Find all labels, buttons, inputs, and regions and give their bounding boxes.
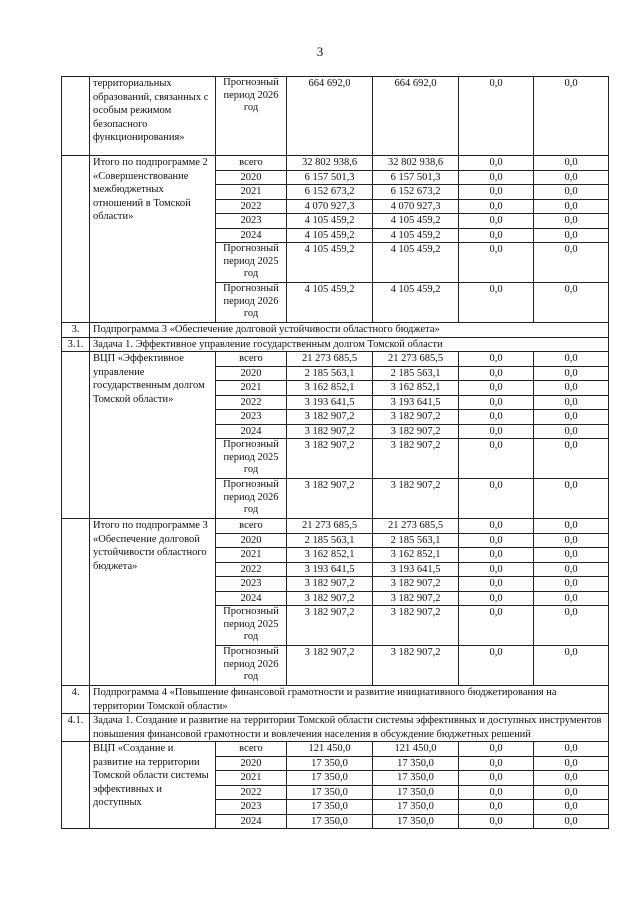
value-cell: 4 105 459,2 [287, 214, 373, 229]
value-cell: 17 350,0 [287, 771, 373, 786]
value-cell: 0,0 [534, 199, 609, 214]
value-cell: 6 152 673,2 [287, 185, 373, 200]
row-index [62, 156, 90, 323]
vcp-name: ВЦП «Эффективное управление государственным долгом Томской области» [90, 352, 216, 519]
value-cell: 17 350,0 [373, 785, 459, 800]
period-cell: 2024 [216, 591, 287, 606]
value-cell: 0,0 [534, 742, 609, 757]
value-cell: 0,0 [459, 800, 534, 815]
value-cell: 17 350,0 [287, 785, 373, 800]
period-cell: Прогнозный период 2026 год [216, 283, 287, 323]
period-cell: всего [216, 156, 287, 171]
period-cell: 2020 [216, 533, 287, 548]
value-cell: 17 350,0 [373, 814, 459, 829]
value-cell: 0,0 [534, 170, 609, 185]
value-cell: 21 273 685,5 [373, 352, 459, 367]
value-cell: 4 070 927,3 [373, 199, 459, 214]
value-cell: 3 182 907,2 [287, 410, 373, 425]
value-cell: 0,0 [534, 577, 609, 592]
value-cell: 3 182 907,2 [287, 591, 373, 606]
period-cell: всего [216, 519, 287, 534]
value-cell: 0,0 [534, 519, 609, 534]
table-row [62, 77, 609, 156]
period-cell: 2021 [216, 381, 287, 396]
value-cell: 4 105 459,2 [287, 243, 373, 283]
value-cell: 0,0 [534, 228, 609, 243]
value-cell: 0,0 [459, 439, 534, 479]
value-cell: 0,0 [459, 814, 534, 829]
value-cell: 2 185 563,1 [373, 533, 459, 548]
value-cell: 2 185 563,1 [287, 366, 373, 381]
value-cell: 0,0 [534, 591, 609, 606]
value-cell: 0,0 [534, 479, 609, 519]
budget-table [61, 76, 609, 829]
row-index [62, 77, 90, 156]
value-cell: 0,0 [459, 785, 534, 800]
period-cell: всего [216, 742, 287, 757]
table-row [62, 156, 609, 171]
value-cell: 0,0 [459, 591, 534, 606]
program-name: территориальных образований, связанных с особым режимом безопасного функционирования» [90, 77, 216, 156]
value-cell: 3 182 907,2 [373, 424, 459, 439]
value-cell: 6 152 673,2 [373, 185, 459, 200]
row-index [62, 742, 90, 829]
value-cell: 0,0 [534, 562, 609, 577]
value-cell: 0,0 [459, 424, 534, 439]
row-index [62, 352, 90, 519]
period-cell: 2020 [216, 366, 287, 381]
value-cell: 0,0 [534, 533, 609, 548]
value-cell: 0,0 [534, 352, 609, 367]
value-cell: 0,0 [534, 156, 609, 171]
value-cell: 0,0 [459, 199, 534, 214]
value-cell: 0,0 [459, 646, 534, 686]
value-cell: 32 802 938,6 [373, 156, 459, 171]
value-cell: 3 182 907,2 [373, 646, 459, 686]
period-cell: 2022 [216, 395, 287, 410]
value-cell: 4 070 927,3 [287, 199, 373, 214]
section-number: 3.1. [62, 337, 90, 352]
period-cell: 2022 [216, 785, 287, 800]
row-index [62, 519, 90, 686]
value-cell: 6 157 501,3 [287, 170, 373, 185]
value-cell: 4 105 459,2 [287, 228, 373, 243]
value-cell: 4 105 459,2 [373, 283, 459, 323]
value-cell: 2 185 563,1 [287, 533, 373, 548]
section-number: 4.1. [62, 714, 90, 742]
subprogram-total-name: Итого по подпрограмме 3 «Обеспечение долговой устойчивости областного бюджета» [90, 519, 216, 686]
table-row [62, 519, 609, 534]
value-cell: 3 193 641,5 [287, 395, 373, 410]
value-cell: 0,0 [459, 756, 534, 771]
period-cell: 2020 [216, 756, 287, 771]
section-title: Подпрограмма 3 «Обеспечение долговой устойчивости областного бюджета» [90, 323, 609, 338]
period-cell: 2023 [216, 410, 287, 425]
value-cell: 3 193 641,5 [373, 395, 459, 410]
value-cell: 0,0 [534, 606, 609, 646]
value-cell: 3 162 852,1 [373, 381, 459, 396]
value-cell: 0,0 [459, 548, 534, 563]
value-cell: 121 450,0 [373, 742, 459, 757]
value-cell: 3 193 641,5 [287, 562, 373, 577]
value-cell: 0,0 [534, 243, 609, 283]
value-cell: 17 350,0 [287, 814, 373, 829]
value-cell: 0,0 [459, 519, 534, 534]
period-cell: 2020 [216, 170, 287, 185]
value-cell: 17 350,0 [373, 756, 459, 771]
period-cell: Прогнозный период 2025 год [216, 439, 287, 479]
value-cell: 17 350,0 [287, 756, 373, 771]
value-cell: 4 105 459,2 [287, 283, 373, 323]
value-cell: 0,0 [534, 283, 609, 323]
value-cell: 0,0 [534, 548, 609, 563]
value-cell: 0,0 [534, 381, 609, 396]
value-cell: 3 182 907,2 [287, 439, 373, 479]
value-cell: 0,0 [459, 479, 534, 519]
period-cell: 2021 [216, 548, 287, 563]
value-cell: 3 182 907,2 [373, 479, 459, 519]
value-cell: 121 450,0 [287, 742, 373, 757]
value-cell: 0,0 [459, 366, 534, 381]
value-cell: 3 182 907,2 [287, 646, 373, 686]
value-cell: 0,0 [534, 185, 609, 200]
value-cell: 0,0 [459, 228, 534, 243]
period-cell: 2021 [216, 185, 287, 200]
value-cell: 3 182 907,2 [373, 606, 459, 646]
subprogram-header-row [62, 323, 609, 338]
value-cell: 0,0 [459, 410, 534, 425]
value-cell: 4 105 459,2 [373, 228, 459, 243]
value-cell: 0,0 [534, 814, 609, 829]
period-cell: 2021 [216, 771, 287, 786]
table-row [62, 352, 609, 367]
task-header-row [62, 337, 609, 352]
value-cell: 32 802 938,6 [287, 156, 373, 171]
value-cell: 0,0 [459, 381, 534, 396]
value-cell: 0,0 [459, 533, 534, 548]
value-cell: 0,0 [534, 424, 609, 439]
value-cell: 17 350,0 [373, 771, 459, 786]
value-cell: 0,0 [459, 185, 534, 200]
value-cell: 3 182 907,2 [373, 577, 459, 592]
section-number: 4. [62, 686, 90, 714]
value-cell: 0,0 [534, 366, 609, 381]
value-cell: 17 350,0 [373, 800, 459, 815]
value-cell: 0,0 [534, 771, 609, 786]
value-cell: 6 157 501,3 [373, 170, 459, 185]
value-cell: 0,0 [459, 606, 534, 646]
value-cell: 2 185 563,1 [373, 366, 459, 381]
value-cell: 3 182 907,2 [373, 439, 459, 479]
value-cell: 0,0 [459, 352, 534, 367]
value-cell: 3 182 907,2 [287, 424, 373, 439]
value-cell: 0,0 [459, 395, 534, 410]
period-cell: 2024 [216, 424, 287, 439]
value-cell: 0,0 [534, 756, 609, 771]
value-cell: 21 273 685,5 [287, 519, 373, 534]
value-cell: 3 182 907,2 [373, 591, 459, 606]
value-cell: 0,0 [459, 156, 534, 171]
section-title: Подпрограмма 4 «Повышение финансовой грамотности и развитие инициативного бюджетирования на территории Томской области» [90, 686, 609, 714]
value-cell: 4 105 459,2 [373, 243, 459, 283]
value-cell: 0,0 [459, 283, 534, 323]
value-cell: 3 193 641,5 [373, 562, 459, 577]
value-cell: 0,0 [534, 410, 609, 425]
section-title: Задача 1. Эффективное управление государственным долгом Томской области [90, 337, 609, 352]
period-cell: 2024 [216, 228, 287, 243]
value-cell: 0,0 [534, 785, 609, 800]
vcp-name: ВЦП «Создание и развитие на территории Томской области системы эффективных и доступных [90, 742, 216, 829]
period-cell: Прогнозный период 2025 год [216, 606, 287, 646]
value-cell: 0,0 [459, 577, 534, 592]
value-cell: 0,0 [534, 439, 609, 479]
period-cell: Прогнозный период 2025 год [216, 243, 287, 283]
value-cell: 21 273 685,5 [373, 519, 459, 534]
value-cell: 4 105 459,2 [373, 214, 459, 229]
period-cell: 2022 [216, 199, 287, 214]
value-cell: 0,0 [534, 800, 609, 815]
value-cell: 0,0 [534, 214, 609, 229]
value-cell: 3 162 852,1 [373, 548, 459, 563]
subprogram-header-row [62, 686, 609, 714]
value-cell: 3 162 852,1 [287, 548, 373, 563]
value-cell: 0,0 [459, 562, 534, 577]
period-cell: Прогнозный период 2026 год [216, 479, 287, 519]
value-cell: 664 692,0 [287, 77, 373, 156]
value-cell: 21 273 685,5 [287, 352, 373, 367]
value-cell: 3 182 907,2 [287, 479, 373, 519]
subprogram-total-name: Итого по подпрограмме 2 «Совершенствование межбюджетных отношений в Томской области» [90, 156, 216, 323]
value-cell: 0,0 [459, 214, 534, 229]
value-cell: 0,0 [459, 170, 534, 185]
value-cell: 0,0 [459, 771, 534, 786]
value-cell: 0,0 [534, 77, 609, 156]
value-cell: 3 162 852,1 [287, 381, 373, 396]
period-cell: 2022 [216, 562, 287, 577]
value-cell: 0,0 [534, 395, 609, 410]
value-cell: 3 182 907,2 [287, 577, 373, 592]
value-cell: 664 692,0 [373, 77, 459, 156]
value-cell: 0,0 [459, 243, 534, 283]
period-cell: Прогнозный период 2026 год [216, 77, 287, 156]
table-row [62, 742, 609, 757]
period-cell: 2024 [216, 814, 287, 829]
period-cell: 2023 [216, 577, 287, 592]
value-cell: 17 350,0 [287, 800, 373, 815]
value-cell: 3 182 907,2 [287, 606, 373, 646]
task-header-row [62, 714, 609, 742]
period-cell: Прогнозный период 2026 год [216, 646, 287, 686]
value-cell: 3 182 907,2 [373, 410, 459, 425]
value-cell: 0,0 [459, 77, 534, 156]
page-number: 3 [316, 44, 324, 59]
period-cell: всего [216, 352, 287, 367]
section-number: 3. [62, 323, 90, 338]
value-cell: 0,0 [534, 646, 609, 686]
period-cell: 2023 [216, 800, 287, 815]
value-cell: 0,0 [459, 742, 534, 757]
section-title: Задача 1. Создание и развитие на территории Томской области системы эффективных и доступных инструментов повышения финансовой грамотности и вовлечения населения в обсуждение бюджетных решений [90, 714, 609, 742]
period-cell: 2023 [216, 214, 287, 229]
